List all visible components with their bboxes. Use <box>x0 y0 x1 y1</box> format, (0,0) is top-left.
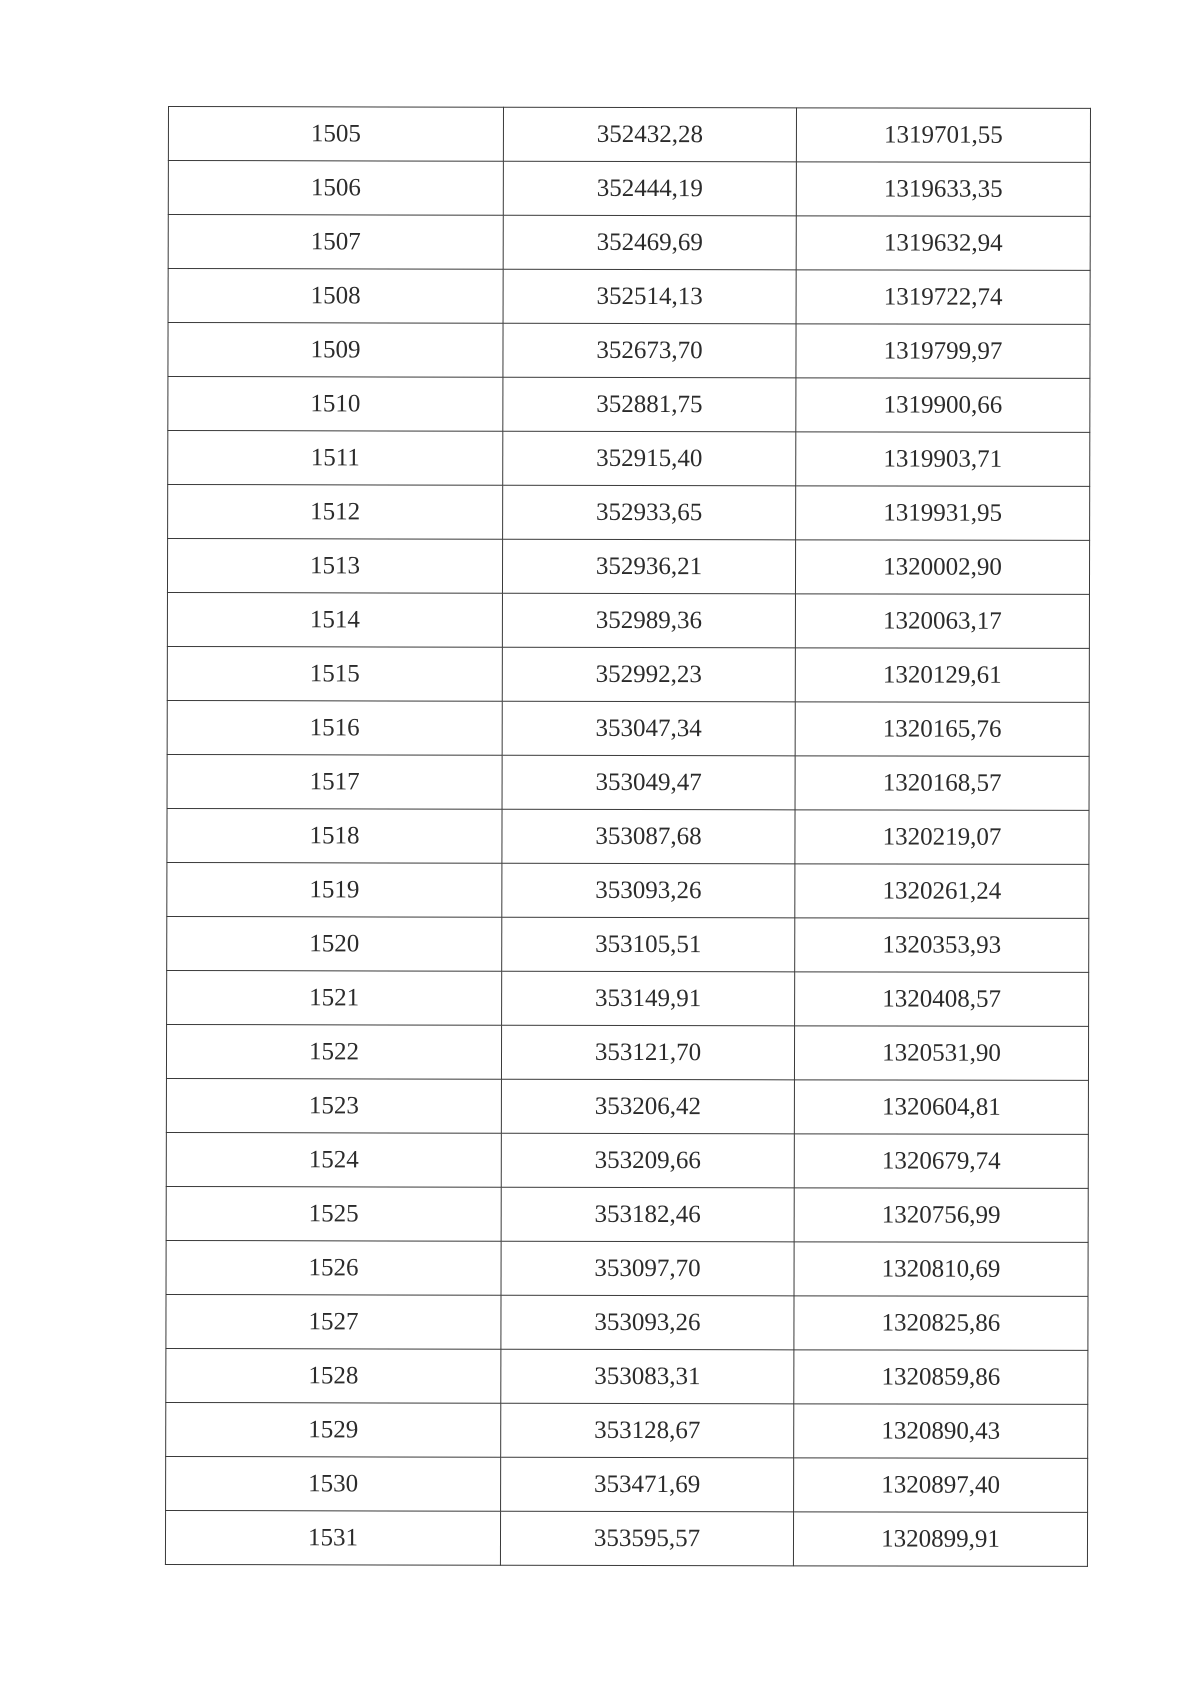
y-coordinate-cell: 1319632,94 <box>796 216 1090 271</box>
point-number-cell: 1525 <box>166 1186 501 1241</box>
x-coordinate-cell: 352444,19 <box>503 161 796 216</box>
y-coordinate-cell: 1320899,91 <box>793 1512 1087 1567</box>
point-number-cell: 1505 <box>168 107 503 162</box>
x-coordinate-cell: 353128,67 <box>501 1403 794 1458</box>
point-number-cell: 1517 <box>167 754 502 809</box>
x-coordinate-cell: 352881,75 <box>503 377 796 432</box>
coordinates-table <box>165 106 1091 1567</box>
x-coordinate-cell: 352933,65 <box>503 485 796 540</box>
point-number-cell: 1513 <box>167 539 502 594</box>
point-number-cell: 1530 <box>166 1456 501 1511</box>
y-coordinate-cell: 1320604,81 <box>794 1080 1088 1135</box>
point-number-cell: 1529 <box>166 1402 501 1457</box>
point-number-cell: 1531 <box>165 1510 500 1565</box>
table-row <box>168 377 1090 433</box>
y-coordinate-cell: 1320897,40 <box>794 1458 1088 1513</box>
table-row <box>167 916 1089 972</box>
point-number-cell: 1527 <box>166 1294 501 1349</box>
x-coordinate-cell: 353595,57 <box>500 1511 793 1566</box>
x-coordinate-cell: 353097,70 <box>501 1241 794 1296</box>
y-coordinate-cell: 1320408,57 <box>795 972 1089 1027</box>
y-coordinate-cell: 1320219,07 <box>795 810 1089 865</box>
table-row <box>167 646 1089 702</box>
table-row <box>166 1078 1088 1134</box>
x-coordinate-cell: 352992,23 <box>502 647 795 702</box>
y-coordinate-cell: 1320168,57 <box>795 756 1089 811</box>
y-coordinate-cell: 1320679,74 <box>794 1134 1088 1189</box>
y-coordinate-cell: 1319633,35 <box>796 162 1090 217</box>
point-number-cell: 1506 <box>168 161 503 216</box>
x-coordinate-cell: 353206,42 <box>501 1079 794 1134</box>
point-number-cell: 1507 <box>168 215 503 270</box>
point-number-cell: 1526 <box>166 1240 501 1295</box>
table-row <box>166 1402 1088 1458</box>
table-row <box>168 161 1090 217</box>
x-coordinate-cell: 353182,46 <box>501 1187 794 1242</box>
table-row <box>167 808 1089 864</box>
x-coordinate-cell: 353209,66 <box>501 1133 794 1188</box>
point-number-cell: 1511 <box>168 431 503 486</box>
x-coordinate-cell: 352915,40 <box>503 431 796 486</box>
table-row <box>166 1294 1088 1350</box>
point-number-cell: 1508 <box>168 269 503 324</box>
y-coordinate-cell: 1320859,86 <box>794 1350 1088 1405</box>
table-row <box>168 485 1090 541</box>
x-coordinate-cell: 352673,70 <box>503 323 796 378</box>
y-coordinate-cell: 1320165,76 <box>795 702 1089 757</box>
table-row <box>166 1240 1088 1296</box>
y-coordinate-cell: 1320890,43 <box>794 1404 1088 1459</box>
point-number-cell: 1521 <box>167 970 502 1025</box>
y-coordinate-cell: 1319900,66 <box>796 378 1090 433</box>
x-coordinate-cell: 353149,91 <box>502 971 795 1026</box>
y-coordinate-cell: 1319701,55 <box>796 108 1090 163</box>
table-row <box>167 862 1089 918</box>
x-coordinate-cell: 353093,26 <box>501 1295 794 1350</box>
x-coordinate-cell: 353087,68 <box>502 809 795 864</box>
point-number-cell: 1523 <box>166 1078 501 1133</box>
table-row <box>168 269 1090 325</box>
point-number-cell: 1524 <box>166 1132 501 1187</box>
y-coordinate-cell: 1319799,97 <box>796 324 1090 379</box>
point-number-cell: 1512 <box>168 485 503 540</box>
table-row <box>167 970 1089 1026</box>
y-coordinate-cell: 1320810,69 <box>794 1242 1088 1297</box>
point-number-cell: 1510 <box>168 377 503 432</box>
y-coordinate-cell: 1320063,17 <box>795 594 1089 649</box>
point-number-cell: 1515 <box>167 646 502 701</box>
x-coordinate-cell: 352469,69 <box>503 215 796 270</box>
table-row <box>168 215 1090 271</box>
y-coordinate-cell: 1320353,93 <box>795 918 1089 973</box>
table-row <box>166 1132 1088 1188</box>
x-coordinate-cell: 353471,69 <box>501 1457 794 1512</box>
table-row <box>166 1024 1088 1080</box>
x-coordinate-cell: 353049,47 <box>502 755 795 810</box>
x-coordinate-cell: 352989,36 <box>502 593 795 648</box>
table-row <box>168 107 1090 163</box>
y-coordinate-cell: 1320756,99 <box>794 1188 1088 1243</box>
y-coordinate-cell: 1319722,74 <box>796 270 1090 325</box>
y-coordinate-cell: 1320531,90 <box>794 1026 1088 1081</box>
point-number-cell: 1519 <box>167 862 502 917</box>
x-coordinate-cell: 353093,26 <box>502 863 795 918</box>
y-coordinate-cell: 1319903,71 <box>796 432 1090 487</box>
table-row <box>165 1510 1087 1566</box>
y-coordinate-cell: 1320002,90 <box>795 540 1089 595</box>
point-number-cell: 1520 <box>167 916 502 971</box>
point-number-cell: 1509 <box>168 323 503 378</box>
table-row <box>167 593 1089 649</box>
point-number-cell: 1522 <box>166 1024 501 1079</box>
x-coordinate-cell: 353105,51 <box>502 917 795 972</box>
coordinates-table-body <box>165 107 1090 1567</box>
table-row <box>167 539 1089 595</box>
x-coordinate-cell: 353121,70 <box>501 1025 794 1080</box>
x-coordinate-cell: 353047,34 <box>502 701 795 756</box>
table-row <box>167 700 1089 756</box>
table-row <box>166 1456 1088 1512</box>
y-coordinate-cell: 1320261,24 <box>795 864 1089 919</box>
point-number-cell: 1516 <box>167 700 502 755</box>
table-row <box>168 323 1090 379</box>
table-row <box>167 754 1089 810</box>
point-number-cell: 1514 <box>167 593 502 648</box>
x-coordinate-cell: 352936,21 <box>502 539 795 594</box>
point-number-cell: 1528 <box>166 1348 501 1403</box>
table-row <box>166 1348 1088 1404</box>
y-coordinate-cell: 1320825,86 <box>794 1296 1088 1351</box>
y-coordinate-cell: 1319931,95 <box>796 486 1090 541</box>
x-coordinate-cell: 352432,28 <box>503 107 796 162</box>
table-row <box>166 1186 1088 1242</box>
x-coordinate-cell: 352514,13 <box>503 269 796 324</box>
x-coordinate-cell: 353083,31 <box>501 1349 794 1404</box>
y-coordinate-cell: 1320129,61 <box>795 648 1089 703</box>
table-row <box>168 431 1090 487</box>
point-number-cell: 1518 <box>167 808 502 863</box>
